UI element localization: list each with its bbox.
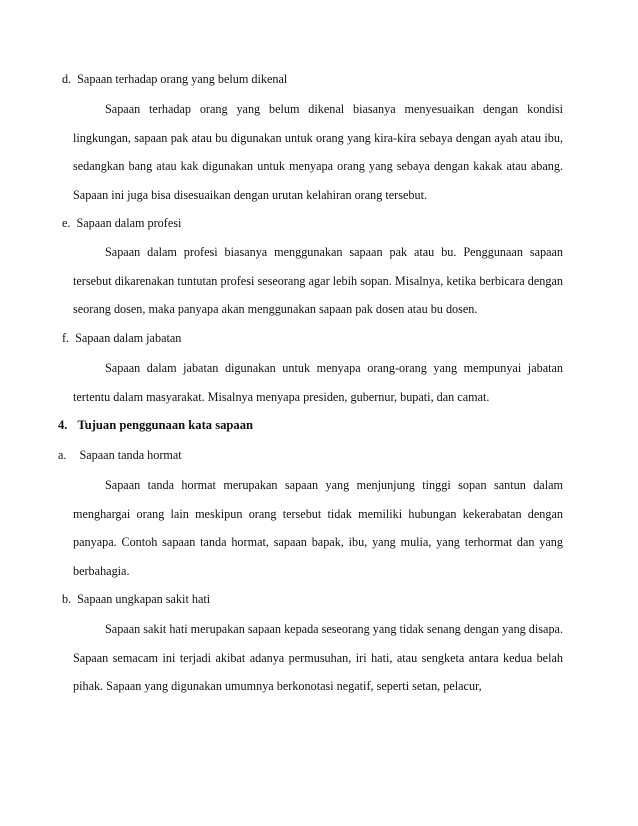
section-d-heading bbox=[62, 71, 287, 87]
section-4-marker: 4. bbox=[58, 418, 68, 432]
section-f-title: Sapaan dalam jabatan bbox=[75, 331, 182, 345]
section-d-paragraph: Sapaan terhadap orang yang belum dikenal biasanya menyesuaikan dengan kondisi lingkungan, sapaan pak atau bu digunakan untuk orang yang kira-kira sebaya dengan ayah atau ibu, sedangkan bang atau kak digunakan untuk menyapa orang yang sebaya dengan kakak atau abang. Sapaan ini juga bisa disesuaikan dengan urutan kelahiran orang tersebut. bbox=[73, 102, 563, 202]
section-4-heading bbox=[58, 417, 253, 433]
section-b-paragraph: Sapaan sakit hati merupakan sapaan kepada seseorang yang tidak senang dengan yang disapa. Sapaan semacam ini terjadi akibat adanya permusuhan, iri hati, atau sengketa antara kedua belah pihak. Sapaan yang digunakan umumnya berkonotasi negatif, seperti setan, pelacur, bbox=[73, 622, 563, 694]
section-f-heading bbox=[62, 330, 181, 346]
section-b-title: Sapaan ungkapan sakit hati bbox=[77, 592, 211, 606]
section-e-heading bbox=[62, 215, 181, 231]
section-f-marker: f. bbox=[62, 331, 70, 345]
section-a-title: Sapaan tanda hormat bbox=[79, 448, 182, 462]
section-b-marker: b. bbox=[62, 592, 72, 606]
section-d-marker: d. bbox=[62, 72, 72, 86]
section-b-heading bbox=[62, 591, 210, 607]
section-a-paragraph: Sapaan tanda hormat merupakan sapaan yang menjunjung tinggi sopan santun dalam menghargai orang lain meskipun orang tersebut tidak memiliki hubungan kekerabatan dengan panyapa. Contoh sapaan tanda hormat, sapaan bapak, ibu, yang mulia, yang terhormat dan yang berbahagia. bbox=[73, 478, 563, 578]
section-a-heading bbox=[58, 447, 182, 463]
section-e-paragraph: Sapaan dalam profesi biasanya menggunakan sapaan pak atau bu. Penggunaan sapaan tersebut dikarenakan tuntutan profesi seseorang agar lebih sopan. Misalnya, ketika berbicara dengan seorang dosen, maka panyapa akan menggunakan sapaan pak dosen atau bu dosen. bbox=[73, 245, 563, 317]
section-d-title: Sapaan terhadap orang yang belum dikenal bbox=[77, 72, 288, 86]
section-e-marker: e. bbox=[62, 216, 71, 230]
section-4-title: Tujuan penggunaan kata sapaan bbox=[77, 418, 254, 432]
section-f-paragraph: Sapaan dalam jabatan digunakan untuk menyapa orang-orang yang mempunyai jabatan tertentu dalam masyarakat. Misalnya menyapa presiden, gubernur, bupati, dan camat. bbox=[73, 361, 563, 404]
section-e-title: Sapaan dalam profesi bbox=[76, 216, 182, 230]
section-a-marker: a. bbox=[58, 448, 67, 462]
